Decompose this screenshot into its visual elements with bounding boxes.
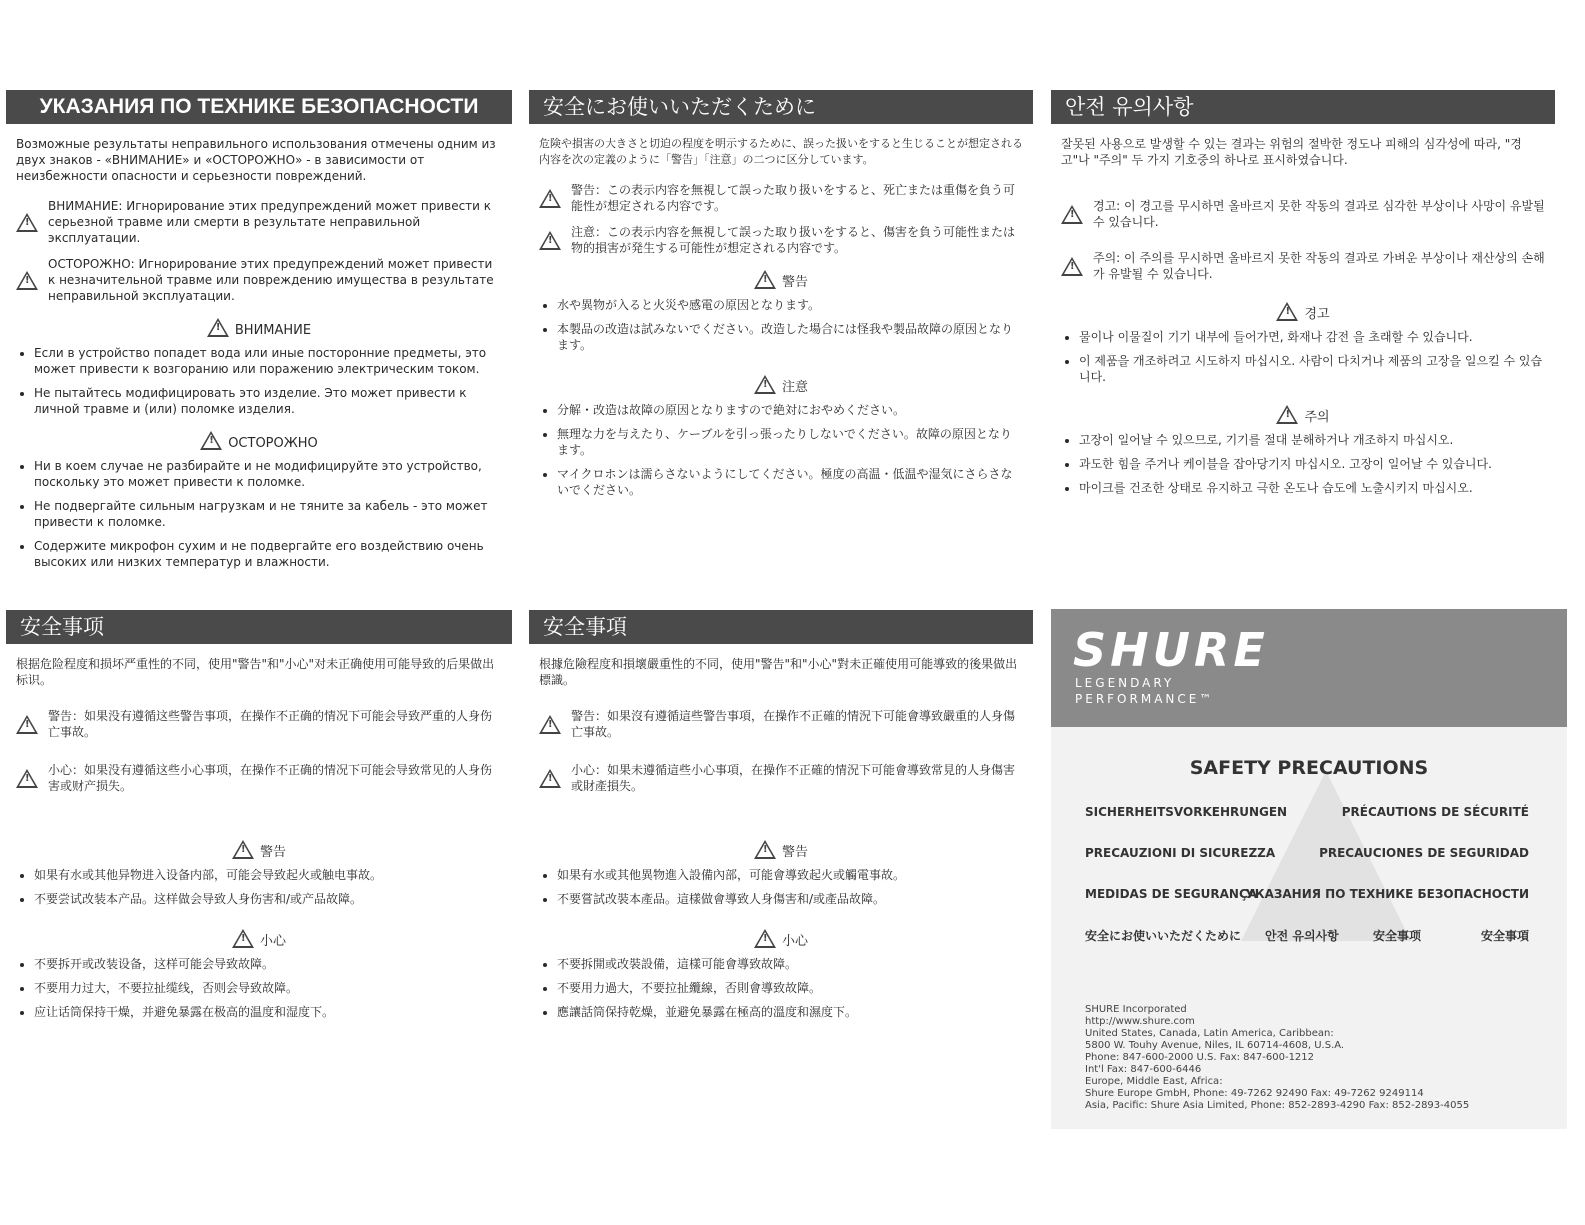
- panel-title: УКАЗАНИЯ ПО ТЕХНИКЕ БЕЗОПАСНОСТИ: [6, 90, 512, 124]
- lang-portuguese: MEDIDAS DE SEGURANÇA: [1085, 887, 1258, 901]
- warning-triangle-icon: !: [1276, 302, 1298, 321]
- lang-spanish: PRECAUCIONES DE SEGURIDAD: [1319, 846, 1529, 860]
- warning-triangle-icon: !: [232, 929, 254, 948]
- warning-triangle-icon: !: [232, 840, 254, 859]
- caution-definition: ! 小心：如果没有遵循这些小心事项，在操作不正确的情况下可能会导致常见的人身伤害或财产损失。: [16, 762, 502, 794]
- panel-title: 安全にお使いいただくために: [529, 90, 1033, 124]
- list-item: • 水や異物が入ると火災や感電の原因となります。: [557, 297, 1023, 313]
- list-item: • Ни в коем случае не разбирайте и не модифицируйте это устройство, поскольку это может привести к поломке.: [34, 458, 502, 490]
- panel-title: 안전 유의사항: [1051, 90, 1555, 124]
- list-item: • 應讓話筒保持乾燥，並避免暴露在極高的溫度和濕度下。: [557, 1004, 1023, 1020]
- intro-text: 根據危險程度和損壞嚴重性的不同，使用"警告"和"小心"對未正確使用可能導致的後果做出標識。: [539, 657, 1018, 687]
- list-item: • 不要用力過大，不要拉扯纜線，否則會導致故障。: [557, 980, 1023, 996]
- list-item: • 고장이 일어날 수 있으므로, 기기를 절대 분해하거나 개조하지 마십시오.: [1079, 432, 1545, 448]
- warning-triangle-icon: !: [754, 929, 776, 948]
- warning-list: [539, 297, 1023, 353]
- brand-band: [1051, 609, 1567, 727]
- panel-japanese: [529, 90, 1033, 506]
- list-item: • 不要拆開或改裝設備，這樣可能會導致故障。: [557, 956, 1023, 972]
- list-item: • Если в устройство попадет вода или иные посторонние предметы, это может привести к возгоранию или поражению электрическим током.: [34, 345, 502, 377]
- warning-triangle-icon: !: [16, 715, 38, 734]
- warning-heading: ! 경고: [1061, 302, 1545, 323]
- warning-heading: ! 警告: [539, 270, 1023, 291]
- warning-list: [16, 345, 502, 417]
- lang-chinese-traditional: 安全事項: [1480, 929, 1529, 943]
- panel-title: 安全事項: [529, 610, 1033, 644]
- caution-heading: ! 小心: [539, 929, 1023, 950]
- intro-text: 危険や損害の大きさと切迫の程度を明示するために、誤った扱いをすると生じることが想定される内容を次の定義のように「警告」「注意」の二つに区分しています。: [539, 137, 1023, 166]
- caution-heading: ! 小心: [16, 929, 502, 950]
- list-item: • Не пытайтесь модифицировать это изделие. Это может привести к личной травме и (или) поломке изделия.: [34, 385, 502, 417]
- warning-triangle-icon: !: [1061, 257, 1083, 276]
- caution-list: [539, 956, 1023, 1020]
- list-item: • Не подвергайте сильным нагрузкам и не тяните за кабель - это может привести к поломке.: [34, 498, 502, 530]
- lang-korean: 안전 유의사항: [1265, 929, 1339, 943]
- warning-definition: ! 경고: 이 경고를 무시하면 올바르지 못한 작동의 결과로 심각한 부상이나 사망이 유발될 수 있습니다.: [1061, 198, 1545, 230]
- panel-chinese-traditional: [529, 610, 1033, 1028]
- cover-panel: [1051, 609, 1567, 1129]
- list-item: • 물이나 이물질이 기기 내부에 들어가면, 화재나 감전 을 초래할 수 있습니다.: [1079, 329, 1545, 345]
- lang-italian: PRECAUZIONI DI SICUREZZA: [1085, 846, 1276, 860]
- warning-triangle-icon: !: [16, 271, 38, 290]
- list-item: • 如果有水或其他异物进入设备内部，可能会导致起火或触电事故。: [34, 867, 502, 883]
- list-item: • Содержите микрофон сухим и не подвергайте его воздействию очень высоких или низких температур и влажности.: [34, 538, 502, 570]
- caution-list: [1061, 432, 1545, 496]
- list-item: • 이 제품을 개조하려고 시도하지 마십시오. 사람이 다치거나 제품의 고장을 일으킬 수 있습니다.: [1079, 353, 1545, 385]
- warning-triangle-icon: !: [200, 431, 222, 450]
- warning-heading: ! 警告: [539, 840, 1023, 861]
- list-item: • 과도한 힘을 주거나 케이블을 잡아당기지 마십시오. 고장이 일어날 수 있습니다.: [1079, 456, 1545, 472]
- caution-list: [16, 458, 502, 570]
- panel-chinese-simplified: [6, 610, 512, 1028]
- list-item: • 無理な力を与えたり、ケーブルを引っ張ったりしないでください。故障の原因となります。: [557, 426, 1023, 458]
- warning-list: [1061, 329, 1545, 385]
- contact-info: SHURE Incorporated http://www.shure.com United States, Canada, Latin America, Caribbean: 5800 W. Touhy Avenue, Niles, IL 60714-4608, U.S.A. Phone: 847-600-2000 U.S. Fax: 847-600-1212 Int'l Fax: 847-600-6446 Europe, Middle East, Africa: Shure Europe GmbH, Phone: 49-7262 92490 Fax: 49-7262 9249114 Asia, Pacific: Shure Asia Limited, Phone: 852-2893-4290 Fax: 852-2893-4055: [1085, 1004, 1470, 1111]
- list-item: • 应让话筒保持干燥，并避免暴露在极高的温度和湿度下。: [34, 1004, 502, 1020]
- lang-chinese-simplified: 安全事项: [1373, 929, 1422, 943]
- list-item: • 마이크를 건조한 상태로 유지하고 극한 온도나 습도에 노출시키지 마십시오.: [1079, 480, 1545, 496]
- caution-definition: ! 주의: 이 주의를 무시하면 올바르지 못한 작동의 결과로 가벼운 부상이나 재산상의 손해가 유발될 수 있습니다.: [1061, 250, 1545, 282]
- warning-list: [16, 867, 502, 907]
- lang-french: PRÉCAUTIONS DE SÉCURITÉ: [1341, 805, 1529, 819]
- warning-triangle-icon: !: [754, 840, 776, 859]
- caution-list: [539, 402, 1023, 498]
- warning-definition: ! 警告：この表示内容を無視して誤った取り扱いをすると、死亡または重傷を負う可能性が想定される内容です。: [539, 182, 1023, 214]
- warning-triangle-icon: !: [539, 769, 561, 788]
- warning-definition: ! 警告：如果没有遵循这些警告事项，在操作不正确的情况下可能会导致严重的人身伤亡事故。: [16, 708, 502, 740]
- caution-heading: ! ОСТОРОЖНО: [16, 431, 502, 452]
- panel-title: 安全事项: [6, 610, 512, 644]
- list-item: • 如果有水或其他異物進入設備內部，可能會導致起火或觸電事故。: [557, 867, 1023, 883]
- list-item: • 本製品の改造は試みないでください。改造した場合には怪我や製品故障の原因となります。: [557, 321, 1023, 353]
- warning-triangle-icon: !: [539, 189, 561, 208]
- warning-triangle-icon: !: [207, 318, 229, 337]
- warning-heading: ! 警告: [16, 840, 502, 861]
- list-item: • 不要拆开或改装设备，这样可能会导致故障。: [34, 956, 502, 972]
- list-item: • 分解・改造は故障の原因となりますので絶対におやめください。: [557, 402, 1023, 418]
- warning-definition: ! 警告：如果沒有遵循這些警告事項，在操作不正確的情況下可能會導致嚴重的人身傷亡事故。: [539, 708, 1023, 740]
- warning-triangle-icon: !: [539, 231, 561, 250]
- shure-logo: SHURE: [1073, 623, 1269, 677]
- panel-russian: [6, 90, 512, 578]
- warning-heading: ! ВНИМАНИЕ: [16, 318, 502, 339]
- list-item: • マイクロホンは濡らさないようにしてください。極度の高温・低温や湿気にさらさないでください。: [557, 466, 1023, 498]
- warning-triangle-icon: !: [754, 270, 776, 289]
- intro-text: 根据危险程度和损坏严重性的不同，使用"警告"和"小心"对未正确使用可能导致的后果做出标识。: [16, 657, 495, 687]
- warning-triangle-icon: !: [16, 769, 38, 788]
- panel-korean: [1051, 90, 1555, 504]
- caution-definition: ! 注意：この表示内容を無視して誤った取り扱いをすると、傷害を負う可能性または物的損害が発生する可能性が想定される内容です。: [539, 224, 1023, 256]
- caution-definition: ! 小心：如果未遵循這些小心事項，在操作不正確的情況下可能會導致常見的人身傷害或財產損失。: [539, 762, 1023, 794]
- caution-list: [16, 956, 502, 1020]
- tagline: LEGENDARY PERFORMANCE™: [1075, 676, 1215, 706]
- list-item: • 不要尝试改装本产品。这样做会导致人身伤害和/或产品故障。: [34, 891, 502, 907]
- warning-definition: ! ВНИМАНИЕ: Игнорирование этих предупреждений может привести к серьезной травме или смерти в результате неправильной эксплуатации.: [16, 198, 502, 246]
- list-item: • 不要嘗試改裝本產品。這樣做會導致人身傷害和/或產品故障。: [557, 891, 1023, 907]
- warning-triangle-icon: !: [16, 213, 38, 232]
- intro-text: Возможные результаты неправильного использования отмечены одним из двух знаков - «ВНИМАНИЕ» и «ОСТОРОЖНО» - в зависимости от неизбежности опасности и серьезности повреждений.: [16, 137, 496, 183]
- lang-russian: УКАЗАНИЯ ПО ТЕХНИКЕ БЕЗОПАСНОСТИ: [1245, 887, 1529, 901]
- caution-heading: ! 주의: [1061, 405, 1545, 426]
- caution-definition: ! ОСТОРОЖНО: Игнорирование этих предупреждений может привести к незначительной травме или повреждению имущества в результате неправильной эксплуатации.: [16, 256, 502, 304]
- warning-triangle-icon: !: [539, 715, 561, 734]
- warning-list: [539, 867, 1023, 907]
- lang-german: SICHERHEITSVORKEHRUNGEN: [1085, 805, 1288, 819]
- caution-heading: ! 注意: [539, 375, 1023, 396]
- intro-text: 잘못된 사용으로 발생할 수 있는 결과는 위험의 절박한 정도나 피해의 심각성에 따라, "경고"나 "주의" 두 가지 기호중의 하나로 표시하였습니다.: [1061, 137, 1522, 167]
- warning-triangle-icon: !: [1061, 205, 1083, 224]
- warning-triangle-icon: !: [754, 375, 776, 394]
- cover-title: SAFETY PRECAUTIONS: [1189, 757, 1429, 779]
- warning-triangle-icon: !: [1276, 405, 1298, 424]
- lang-japanese: 安全にお使いいただくために: [1085, 929, 1242, 943]
- list-item: • 不要用力过大，不要拉扯缆线，否则会导致故障。: [34, 980, 502, 996]
